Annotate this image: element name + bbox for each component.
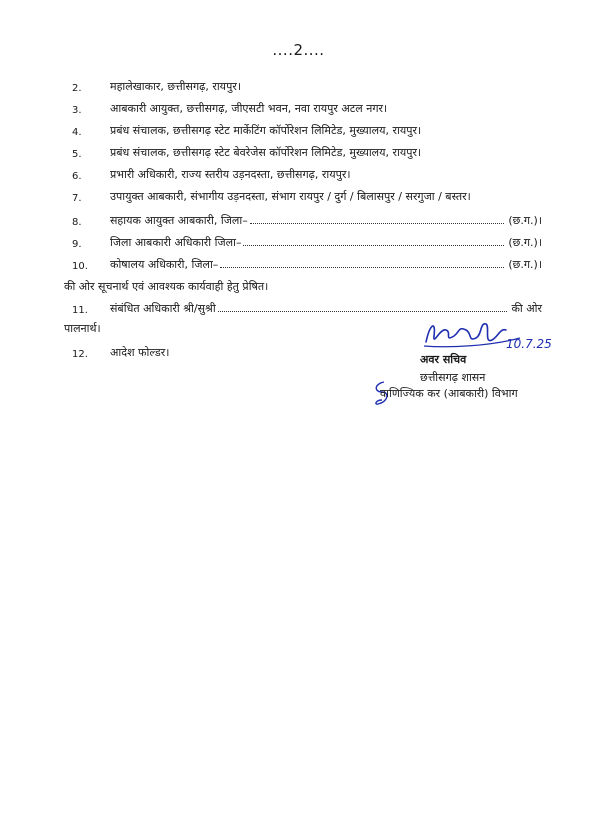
signature-date: 10.7.25: [506, 337, 552, 351]
list-item: [72, 78, 542, 98]
item-continuation: पालनार्थ।: [64, 322, 101, 335]
government-name: छत्तीसगढ़ शासन: [420, 371, 486, 384]
item-number: 3.: [72, 105, 82, 116]
blank-fill-line: [218, 311, 508, 312]
page-number-marker: ....2....: [272, 41, 325, 59]
item-text: महालेखाकार, छत्तीसगढ़, रायपुर।: [110, 80, 241, 93]
item-number: 5.: [72, 149, 82, 160]
item-number: 9.: [72, 239, 82, 250]
item-text: प्रबंध संचालक, छत्तीसगढ़ स्टेट मार्केटिंग कॉर्पोरेशन लिमिटेड, मुख्यालय, रायपुर।: [110, 124, 422, 137]
item-suffix: (छ.ग.)।: [508, 236, 542, 249]
officer-designation: अवर सचिव: [420, 353, 467, 366]
item-text: आबकारी आयुक्त, छत्तीसगढ़, जीएसटी भवन, नवा रायपुर अटल नगर।: [110, 102, 388, 115]
list-item: [72, 234, 542, 254]
item-text: कोषालय अधिकारी, जिला–: [110, 258, 219, 271]
item-suffix: (छ.ग.)।: [508, 258, 542, 271]
item-text: उपायुक्त आबकारी, संभागीय उड़नदस्ता, संभाग रायपुर / दुर्ग / बिलासपुर / सरगुजा / बस्तर।: [110, 190, 471, 203]
list-item: [72, 188, 542, 208]
item-number: 7.: [72, 193, 82, 204]
list-item: [72, 144, 542, 164]
item-text: जिला आबकारी अधिकारी जिला–: [110, 236, 242, 249]
item-number: 2.: [72, 83, 82, 94]
blank-fill-line: [220, 267, 504, 268]
item-number: 4.: [72, 127, 82, 138]
item-number: 12.: [72, 349, 88, 360]
item-text: संबंधित अधिकारी श्री/सुश्री: [110, 302, 216, 315]
item-suffix: की ओर: [511, 302, 542, 315]
item-text: प्रभारी अधिकारी, राज्य स्तरीय उड़नदस्ता, छत्तीसगढ़, रायपुर।: [110, 168, 351, 181]
list-item: [72, 122, 542, 142]
item-text: आदेश फोल्डर।: [110, 346, 170, 359]
list-item: [72, 256, 542, 276]
handwritten-signature: [420, 316, 570, 352]
list-item: [72, 100, 542, 120]
item-suffix: (छ.ग.)।: [508, 214, 542, 227]
department-name: वाणिज्यिक कर (आबकारी) विभाग: [380, 387, 518, 400]
forward-note: की ओर सूचनार्थ एवं आवश्यक कार्यवाही हेतु प्रेषित।: [64, 280, 269, 293]
item-text: सहायक आयुक्त आबकारी, जिला–: [110, 214, 248, 227]
item-number: 6.: [72, 171, 82, 182]
blank-fill-line: [250, 223, 505, 224]
list-item: [72, 212, 542, 232]
item-text: प्रबंध संचालक, छत्तीसगढ़ स्टेट बेवरेजेस कॉर्पोरेशन लिमिटेड, मुख्यालय, रायपुर।: [110, 146, 422, 159]
item-number: 10.: [72, 261, 88, 272]
item-number: 8.: [72, 217, 82, 228]
blank-fill-line: [243, 245, 504, 246]
item-number: 11.: [72, 305, 88, 316]
list-item: [72, 166, 542, 186]
